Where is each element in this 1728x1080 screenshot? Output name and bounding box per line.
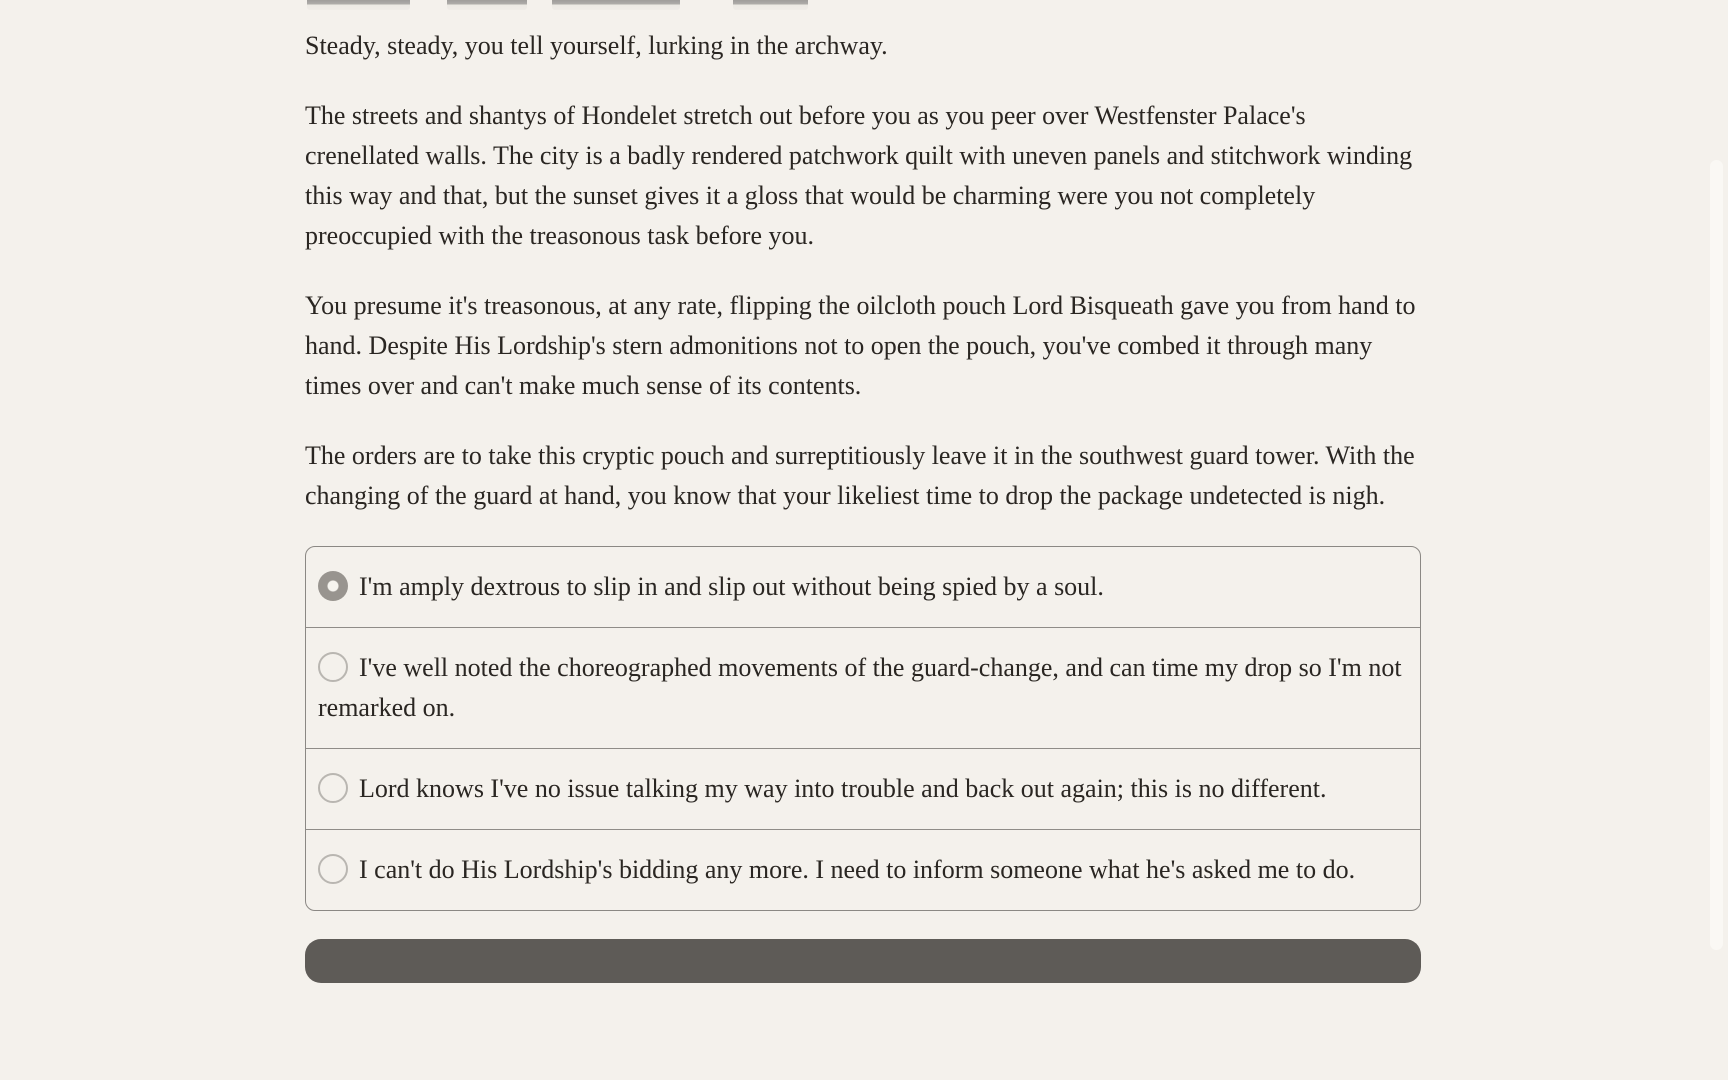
story-paragraph: You presume it's treasonous, at any rate, flipping the oilcloth pouch Lord Bisqueath gave you from hand to hand. Despite His Lordship's stern admonitions not to open the pouch, you've combed it through many times over and can't make much sense of its contents. [305,291,1416,400]
radio-button-selected-icon[interactable] [318,571,348,601]
next-button[interactable] [305,939,1421,983]
scrollbar-thumb[interactable] [1710,160,1723,950]
radio-button-icon[interactable] [318,854,348,884]
choice-option-label: I'm amply dextrous to slip in and slip out without being spied by a soul. [359,572,1104,601]
radio-button-icon[interactable] [318,652,348,682]
choice-option-1[interactable] [306,547,1420,628]
choice-group [305,546,1421,911]
radio-button-icon[interactable] [318,773,348,803]
choice-option-label: I've well noted the choreographed movements of the guard-change, and can time my drop so I'm not remarked on. [318,653,1402,722]
story-column [305,0,1421,994]
choice-option-label: I can't do His Lordship's bidding any more. I need to inform someone what he's asked me to do. [359,855,1356,884]
choice-option-4[interactable] [306,830,1420,910]
story-paragraph: Steady, steady, you tell yourself, lurking in the archway. [305,31,888,60]
choice-option-label: Lord knows I've no issue talking my way into trouble and back out again; this is no different. [359,774,1327,803]
story-paragraph: The streets and shantys of Hondelet stretch out before you as you peer over Westfenster Palace's crenellated walls. The city is a badly rendered patchwork quilt with uneven panels and stitchwork winding this way and that, but the sunset gives it a gloss that would be charming were you not completely preoccupied with the treasonous task before you. [305,101,1413,250]
choice-option-2[interactable] [306,628,1420,749]
choice-option-3[interactable] [306,749,1420,830]
story-paragraph: The orders are to take this cryptic pouch and surreptitiously leave it in the southwest guard tower. With the changing of the guard at hand, you know that your likeliest time to drop the package undetected is nigh. [305,441,1415,510]
